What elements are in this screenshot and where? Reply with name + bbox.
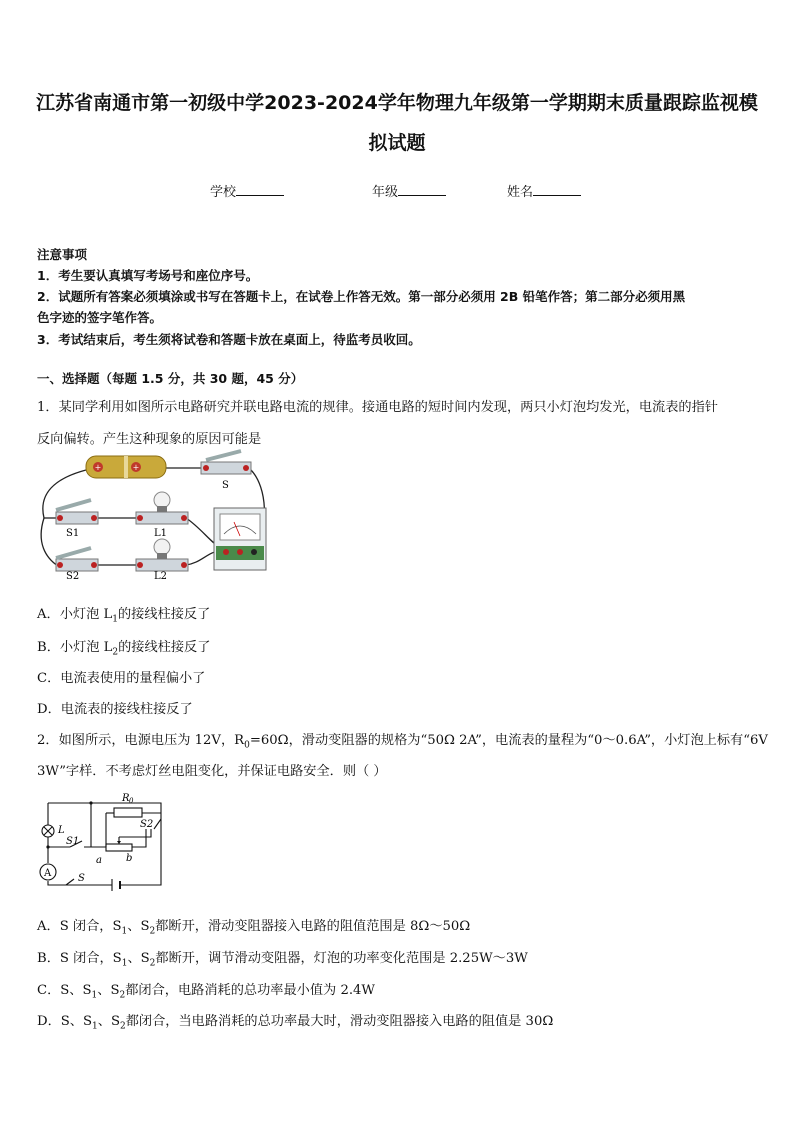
q2-option-b[interactable] (37, 947, 528, 969)
q2-stem-line2: 3W”字样．不考虑灯丝电阻变化，并保证电路安全．则（ ） (37, 764, 387, 779)
q2-stem-text: 2．如图所示，电源电压为 12V，R (37, 733, 245, 748)
q2-stem-line1 (37, 729, 768, 751)
q2-label-l: L (58, 825, 65, 836)
q1-stem-line2: 反向偏转。产生这种现象的原因可能是 (37, 432, 262, 447)
q2-option-d-sub1: 1 (92, 1021, 98, 1032)
notice-item: 色字迹的签字笔作答。 (37, 310, 163, 325)
q1-option-b-text-end: 的接线柱接反了 (118, 640, 211, 655)
q2-label-s: S (78, 873, 85, 884)
q2-option-b-mid: 、S (127, 951, 150, 966)
q1-option-d[interactable] (37, 698, 193, 717)
q1-label-s1: S1 (66, 528, 80, 539)
q2-option-c-text-end: 都闭合，电路消耗的总功率最小值为 2.4W (125, 983, 375, 998)
grade-field (372, 181, 446, 200)
q2-option-d-text-end: 都闭合，当电路消耗的总功率最大时，滑动变阻器接入电路的阻值是 30Ω (125, 1014, 554, 1029)
q2-option-b-text-end: 都断开，调节滑动变阻器，灯泡的功率变化范围是 2.25W～3W (155, 951, 528, 966)
q2-option-c-sub1: 1 (91, 990, 98, 1001)
q1-option-a-text-end: 的接线柱接反了 (117, 607, 211, 622)
q2-option-b-text: B．S 闭合，S (37, 951, 122, 966)
q2-option-d-text: D．S、S (37, 1014, 93, 1029)
q2-circuit-figure (36, 789, 166, 901)
q1-circuit-figure (36, 448, 272, 580)
q2-label-ammeter: A (44, 868, 52, 879)
q2-option-b-sub2: 2 (149, 958, 156, 969)
q1-option-b[interactable] (37, 636, 210, 658)
name-label: 姓名 (507, 185, 534, 200)
q1-label-s2: S2 (66, 571, 80, 580)
q2-option-c-sub2: 2 (119, 990, 126, 1001)
q2-label-a: a (96, 855, 102, 866)
q1-stem-line1: 1．某同学利用如图所示电路研究并联电路电流的规律。接通电路的短时间内发现，两只小灯泡均发光，电流表的指针 (37, 400, 718, 415)
notice-item: 2．试题所有答案必须填涂或书写在答题卡上，在试卷上作答无效。第一部分必须用 2B 铅笔作答；第二部分必须用黑 (37, 289, 686, 304)
exam-title-line1: 江苏省南通市第一初级中学2023-2024学年物理九年级第一学期期末质量跟踪监视模 (36, 92, 758, 114)
q2-stem-sub: 0 (244, 740, 250, 751)
q2-option-d[interactable] (37, 1010, 553, 1032)
q1-label-s: S (222, 480, 229, 491)
school-label: 学校 (210, 185, 237, 200)
school-blank (236, 183, 284, 196)
name-field (507, 181, 581, 200)
q2-option-c-text: C．S、S (37, 983, 92, 998)
notice-heading: 注意事项 (37, 247, 88, 262)
q2-label-s1: S1 (66, 836, 80, 847)
q1-option-a-text: A．小灯泡 L (37, 607, 113, 622)
q1-option-a-sub: 1 (112, 614, 118, 625)
notice-item: 1．考生要认真填写考场号和座位序号。 (37, 268, 259, 283)
q2-option-a[interactable] (37, 915, 470, 937)
q2-option-d-sub2: 2 (120, 1021, 126, 1032)
q2-option-a-text: A．S 闭合，S (37, 919, 122, 934)
q2-option-c[interactable] (37, 979, 375, 1001)
q2-label-s2: S2 (140, 819, 154, 830)
school-field (210, 181, 284, 200)
name-blank (533, 183, 581, 196)
svg-text:+: + (94, 463, 102, 472)
q1-option-a[interactable] (37, 603, 210, 625)
grade-label: 年级 (372, 185, 399, 200)
q2-option-c-mid: 、S (97, 983, 120, 998)
q1-option-b-sub: 2 (112, 647, 119, 658)
q1-option-c[interactable] (37, 667, 205, 686)
q2-label-b: b (126, 853, 133, 864)
q2-label-r0-main: R (122, 793, 130, 804)
q2-stem-text-end: =60Ω，滑动变阻器的规格为“50Ω 2A”，电流表的量程为“0～0.6A”，小灯泡上标有“6V (249, 733, 768, 748)
grade-blank (398, 183, 446, 196)
exam-title-line2: 拟试题 (368, 132, 426, 154)
q1-option-c-text: C．电流表使用的量程偏小了 (37, 671, 206, 686)
q2-option-a-mid: 、S (127, 919, 150, 934)
q2-option-a-text-end: 都断开，滑动变阻器接入电路的阻值范围是 8Ω～50Ω (155, 919, 471, 934)
q2-option-d-mid: 、S (97, 1014, 120, 1029)
q1-option-d-text: D．电流表的接线柱接反了 (37, 702, 193, 717)
section-heading: 一、选择题（每题 1.5 分，共 30 题，45 分） (37, 371, 304, 386)
q1-label-l2: L2 (154, 571, 168, 580)
svg-text:+: + (132, 463, 140, 472)
q1-option-b-text: B．小灯泡 L (37, 640, 113, 655)
q2-option-a-sub1: 1 (121, 926, 128, 937)
q2-option-a-sub2: 2 (149, 926, 156, 937)
q2-label-r0-sub: 0 (129, 797, 134, 805)
q1-label-l1: L1 (154, 528, 168, 539)
notice-item: 3．考试结束后，考生须将试卷和答题卡放在桌面上，待监考员收回。 (37, 332, 421, 347)
q2-option-b-sub1: 1 (121, 958, 128, 969)
